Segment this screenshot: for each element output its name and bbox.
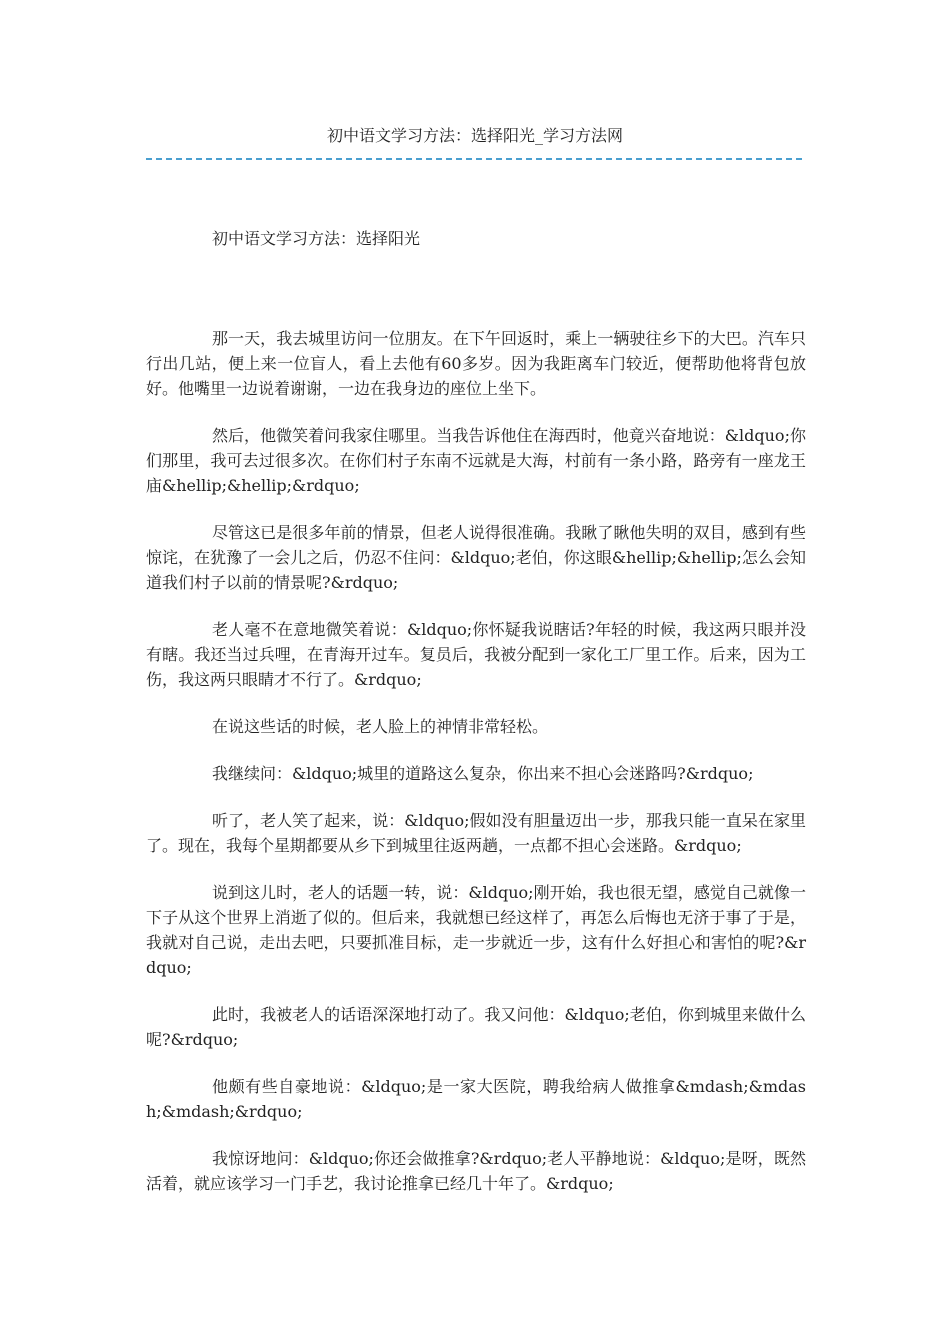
paragraph: 在说这些话的时候，老人脸上的神情非常轻松。: [212, 717, 549, 736]
paragraph: 我惊讶地问：&ldquo;你还会做推拿?&rdquo;老人平静地说：&ldquo;是呀，既然活着，就应该学习一门手艺，我讨论推拿已经几十年了。&rdquo;: [146, 1149, 806, 1193]
page-header-title: 初中语文学习方法：选择阳光_学习方法网: [326, 126, 623, 145]
document-body: [146, 226, 806, 1218]
paragraph: 尽管这已是很多年前的情景，但老人说得很准确。我瞅了瞅他失明的双目，感到有些惊诧，在犹豫了一会儿之后，仍忍不住问：&ldquo;老伯，你这眼&hellip;&hellip;怎么会知道我们村子以前的情景呢?&rdquo;: [146, 523, 806, 592]
paragraph: 此时，我被老人的话语深深地打动了。我又问他：&ldquo;老伯，你到城里来做什么呢?&rdquo;: [146, 1005, 806, 1049]
paragraph: 那一天，我去城里访问一位朋友。在下午回返时，乘上一辆驶往乡下的大巴。汽车只行出几站，便上来一位盲人，看上去他有60多岁。因为我距离车门较近，便帮助他将背包放好。他嘴里一边说着谢谢，一边在我身边的座位上坐下。: [146, 329, 806, 398]
paragraph: 我继续问：&ldquo;城里的道路这么复杂，你出来不担心会迷路吗?&rdquo;: [212, 764, 754, 783]
paragraph: 说到这儿时，老人的话题一转，说：&ldquo;刚开始，我也很无望，感觉自己就像一下子从这个世界上消逝了似的。但后来，我就想已经这样了，再怎么后悔也无济于事了于是，我就对自己说，走出去吧，只要抓准目标，走一步就近一步，这有什么好担心和害怕的呢?&rdquo;: [146, 883, 806, 977]
paragraph: 老人毫不在意地微笑着说：&ldquo;你怀疑我说瞎话?年轻的时候，我这两只眼并没有瞎。我还当过兵哩，在青海开过车。复员后，我被分配到一家化工厂里工作。后来，因为工伤，我这两只眼睛才不行了。&rdquo;: [146, 620, 806, 689]
paragraph: 听了，老人笑了起来，说：&ldquo;假如没有胆量迈出一步，那我只能一直呆在家里了。现在，我每个星期都要从乡下到城里往返两趟，一点都不担心会迷路。&rdquo;: [146, 811, 806, 855]
paragraph: 然后，他微笑着问我家住哪里。当我告诉他住在海西时，他竟兴奋地说：&ldquo;你们那里，我可去过很多次。在你们村子东南不远就是大海，村前有一条小路，路旁有一座龙王庙&hellip;&hellip;&rdquo;: [146, 426, 806, 495]
paragraph: 他颇有些自豪地说：&ldquo;是一家大医院，聘我给病人做推拿&mdash;&mdash;&mdash;&rdquo;: [146, 1077, 806, 1121]
document-title: 初中语文学习方法：选择阳光: [212, 229, 421, 248]
header-divider: [146, 158, 802, 160]
